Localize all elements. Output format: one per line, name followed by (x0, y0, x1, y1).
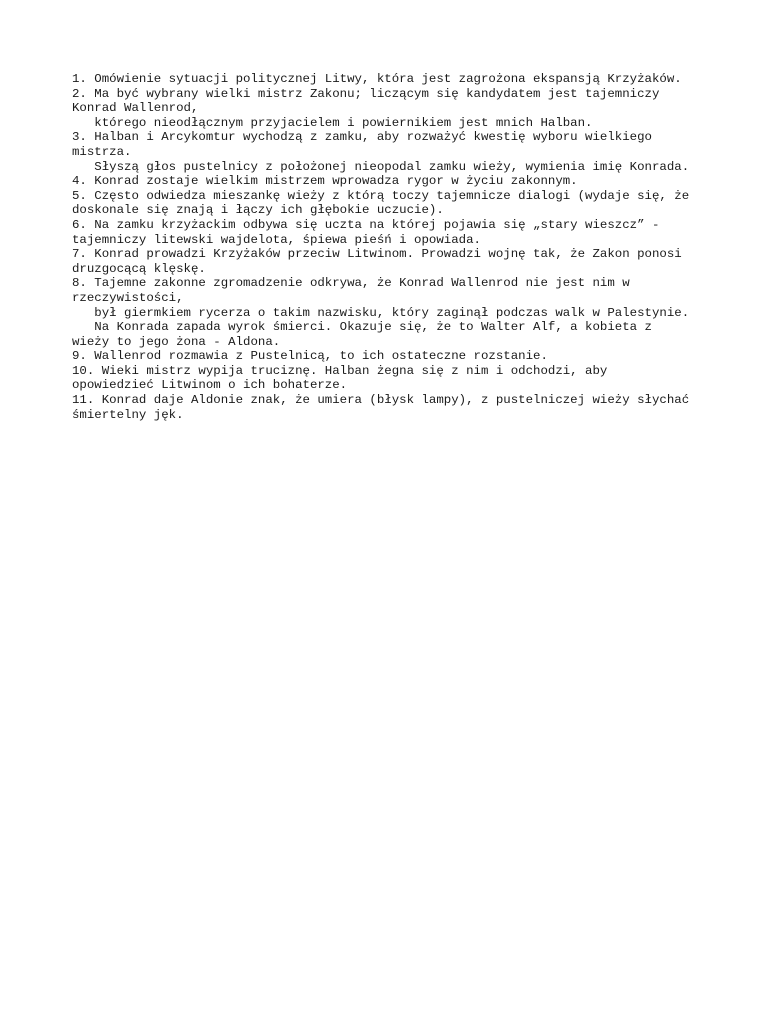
text-line: śmiertelny jęk. (72, 407, 184, 422)
text-line: 4. Konrad zostaje wielkim mistrzem wprowadza rygor w życiu zakonnym. (72, 174, 578, 189)
text-line: 9. Wallenrod rozmawia z Pustelnicą, to ich ostateczne rozstanie. (72, 349, 548, 364)
text-line: 7. Konrad prowadzi Krzyżaków przeciw Litwinom. Prowadzi wojnę tak, że Zakon ponosi (72, 247, 682, 262)
text-line: 6. Na zamku krzyżackim odbywa się uczta na której pojawia się „stary wieszcz” - (72, 217, 660, 232)
text-line: którego nieodłącznym przyjacielem i powiernikiem jest mnich Halban. (72, 115, 593, 130)
text-line: tajemniczy litewski wajdelota, śpiewa pieśń i opowiada. (72, 232, 481, 247)
text-line: był giermkiem rycerza o takim nazwisku, który zaginął podczas walk w Palestynie. (72, 305, 690, 320)
text-line: opowiedzieć Litwinom o ich bohaterze. (72, 378, 348, 393)
text-line: Na Konrada zapada wyrok śmierci. Okazuje się, że to Walter Alf, a kobieta z (72, 320, 652, 335)
text-line: 2. Ma być wybrany wielki mistrz Zakonu; liczącym się kandydatem jest tajemniczy (72, 86, 660, 101)
text-line: mistrza. (72, 144, 132, 159)
text-line: Słyszą głos pustelnicy z położonej nieopodal zamku wieży, wymienia imię Konrada. (72, 159, 690, 174)
text-line: wieży to jego żona - Aldona. (72, 334, 281, 349)
text-line: 8. Tajemne zakonne zgromadzenie odkrywa, że Konrad Wallenrod nie jest nim w (72, 276, 630, 291)
text-line: druzgocącą klęskę. (72, 261, 206, 276)
text-line: 5. Często odwiedza mieszankę wieży z którą toczy tajemnicze dialogi (wydaje się, że (72, 188, 690, 203)
text-line: doskonale się znają i łączy ich głębokie uczucie). (72, 203, 444, 218)
text-line: rzeczywistości, (72, 290, 184, 305)
text-line: Konrad Wallenrod, (72, 101, 199, 116)
text-line: 10. Wieki mistrz wypija truciznę. Halban żegna się z nim i odchodzi, aby (72, 363, 608, 378)
text-line: 1. Omówienie sytuacji politycznej Litwy, która jest zagrożona ekspansją Krzyżaków. (72, 72, 682, 86)
document-page (72, 72, 712, 422)
text-line: 11. Konrad daje Aldonie znak, że umiera (błysk lampy), z pustelniczej wieży słychać (72, 393, 690, 408)
text-line: 3. Halban i Arcykomtur wychodzą z zamku, aby rozważyć kwestię wyboru wielkiego (72, 130, 652, 145)
